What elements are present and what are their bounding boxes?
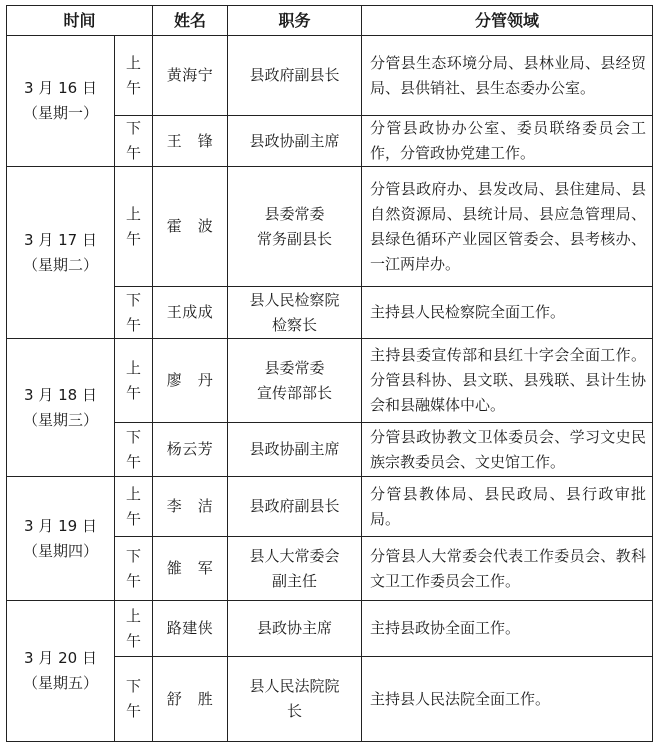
leader-name: 雒 军 (153, 537, 228, 601)
half-day-char: 午 (126, 452, 142, 471)
leader-post-cell (228, 116, 362, 167)
leader-name: 舒 胜 (153, 657, 228, 742)
leader-post-cell (228, 537, 362, 601)
date-text: 3 月 17 日 (24, 230, 97, 249)
leader-name: 霍 波 (153, 167, 228, 287)
leader-post-line: 县人民检察院 (249, 290, 340, 309)
leader-schedule-table (6, 5, 653, 742)
date-cell (7, 167, 115, 339)
leader-post-line: 县政府副县长 (249, 66, 340, 84)
half-day-char: 上 (126, 53, 142, 72)
duty-scope: 分管县生态环境分局、县林业局、县经贸局、县供销社、县生态委办公室。 (362, 36, 653, 116)
leader-post-line: 县委常委 (264, 358, 325, 377)
half-day-char: 上 (126, 358, 142, 377)
half-day-char: 下 (126, 427, 142, 446)
leader-name: 廖 丹 (153, 339, 228, 423)
duty-scope: 分管县教体局、县民政局、县行政审批局。 (362, 477, 653, 537)
leader-post-line: 县委常委 (264, 204, 325, 223)
half-day-char: 午 (126, 631, 142, 650)
header-duty: 分管领域 (362, 6, 653, 36)
weekday-text: （星期二） (22, 255, 98, 274)
half-day-cell (115, 423, 153, 477)
weekday-text: （星期三） (22, 410, 98, 429)
half-day-char: 午 (126, 383, 142, 402)
date-text: 3 月 16 日 (24, 79, 97, 97)
header-row (7, 6, 653, 36)
leader-post-line: 县人大常委会 (249, 546, 340, 565)
half-day-char: 下 (126, 290, 142, 309)
leader-name: 杨云芳 (153, 423, 228, 477)
date-cell (7, 477, 115, 601)
half-day-cell (115, 601, 153, 657)
date-text: 3 月 18 日 (24, 385, 97, 404)
leader-post-cell (228, 36, 362, 116)
weekday-text: （星期四） (22, 541, 98, 560)
half-day-cell (115, 657, 153, 742)
table-row (7, 167, 653, 287)
date-text: 3 月 19 日 (24, 516, 97, 535)
half-day-char: 午 (126, 509, 142, 528)
leader-post-line: 检察长 (272, 315, 318, 334)
duty-scope: 主持县政协全面工作。 (362, 601, 653, 657)
leader-name: 李 洁 (153, 477, 228, 537)
leader-post-line: 常务副县长 (257, 229, 333, 248)
half-day-char: 上 (126, 606, 142, 625)
half-day-char: 上 (126, 484, 142, 503)
duty-scope: 分管县政协教文卫体委员会、学习文史民族宗教委员会、文史馆工作。 (362, 423, 653, 477)
leader-post-cell (228, 423, 362, 477)
leader-post-cell (228, 339, 362, 423)
leader-name: 黄海宁 (153, 36, 228, 116)
duty-scope: 分管县政府办、县发改局、县住建局、县自然资源局、县统计局、县应急管理局、县绿色循环产业园区管委会、县考核办、一江两岸办。 (362, 167, 653, 287)
leader-post-cell (228, 167, 362, 287)
half-day-char: 上 (126, 204, 142, 223)
half-day-char: 午 (126, 229, 142, 248)
header-post: 职务 (228, 6, 362, 36)
duty-scope: 分管县政协办公室、委员联络委员会工作，分管政协党建工作。 (362, 116, 653, 167)
half-day-char: 午 (126, 315, 142, 334)
weekday-text: （星期五） (22, 674, 98, 692)
leader-post-line: 县人民法院院 (249, 677, 340, 695)
leader-post-cell (228, 601, 362, 657)
leader-post-cell (228, 657, 362, 742)
duty-scope: 主持县委宣传部和县红十字会全面工作。分管县科协、县文联、县残联、县计生协会和县融媒体中心。 (362, 339, 653, 423)
half-day-char: 下 (126, 119, 142, 137)
leader-post-line: 县政府副县长 (249, 497, 340, 515)
leader-post-line: 县政协主席 (257, 619, 333, 637)
date-cell (7, 36, 115, 167)
header-name: 姓名 (153, 6, 228, 36)
leader-post-line: 县政协副主席 (249, 440, 340, 458)
leader-post-cell (228, 477, 362, 537)
leader-name: 王 锋 (153, 116, 228, 167)
leader-post-line: 宣传部部长 (257, 383, 333, 402)
half-day-char: 午 (126, 571, 142, 590)
half-day-cell (115, 167, 153, 287)
date-cell (7, 339, 115, 477)
duty-scope: 分管县人大常委会代表工作委员会、教科文卫工作委员会工作。 (362, 537, 653, 601)
half-day-char: 午 (126, 702, 142, 720)
duty-scope: 主持县人民法院全面工作。 (362, 657, 653, 742)
header-time: 时间 (7, 6, 153, 36)
half-day-cell (115, 287, 153, 339)
table-row (7, 601, 653, 657)
date-cell (7, 601, 115, 742)
table-row (7, 477, 653, 537)
leader-post-line: 长 (287, 702, 303, 720)
half-day-cell (115, 537, 153, 601)
leader-post-line: 县政协副主席 (249, 131, 340, 150)
weekday-text: （星期一） (22, 104, 98, 122)
half-day-char: 下 (126, 546, 142, 565)
date-text: 3 月 20 日 (24, 649, 97, 667)
half-day-cell (115, 116, 153, 167)
half-day-char: 午 (126, 144, 142, 162)
leader-post-line: 副主任 (272, 571, 318, 590)
table-row (7, 36, 653, 116)
half-day-cell (115, 339, 153, 423)
schedule-body (7, 36, 653, 742)
half-day-char: 下 (126, 677, 142, 695)
leader-name: 王成成 (153, 287, 228, 339)
half-day-cell (115, 477, 153, 537)
duty-scope: 主持县人民检察院全面工作。 (362, 287, 653, 339)
table-row (7, 339, 653, 423)
half-day-cell (115, 36, 153, 116)
leader-post-cell (228, 287, 362, 339)
half-day-char: 午 (126, 78, 142, 97)
leader-name: 路建侠 (153, 601, 228, 657)
